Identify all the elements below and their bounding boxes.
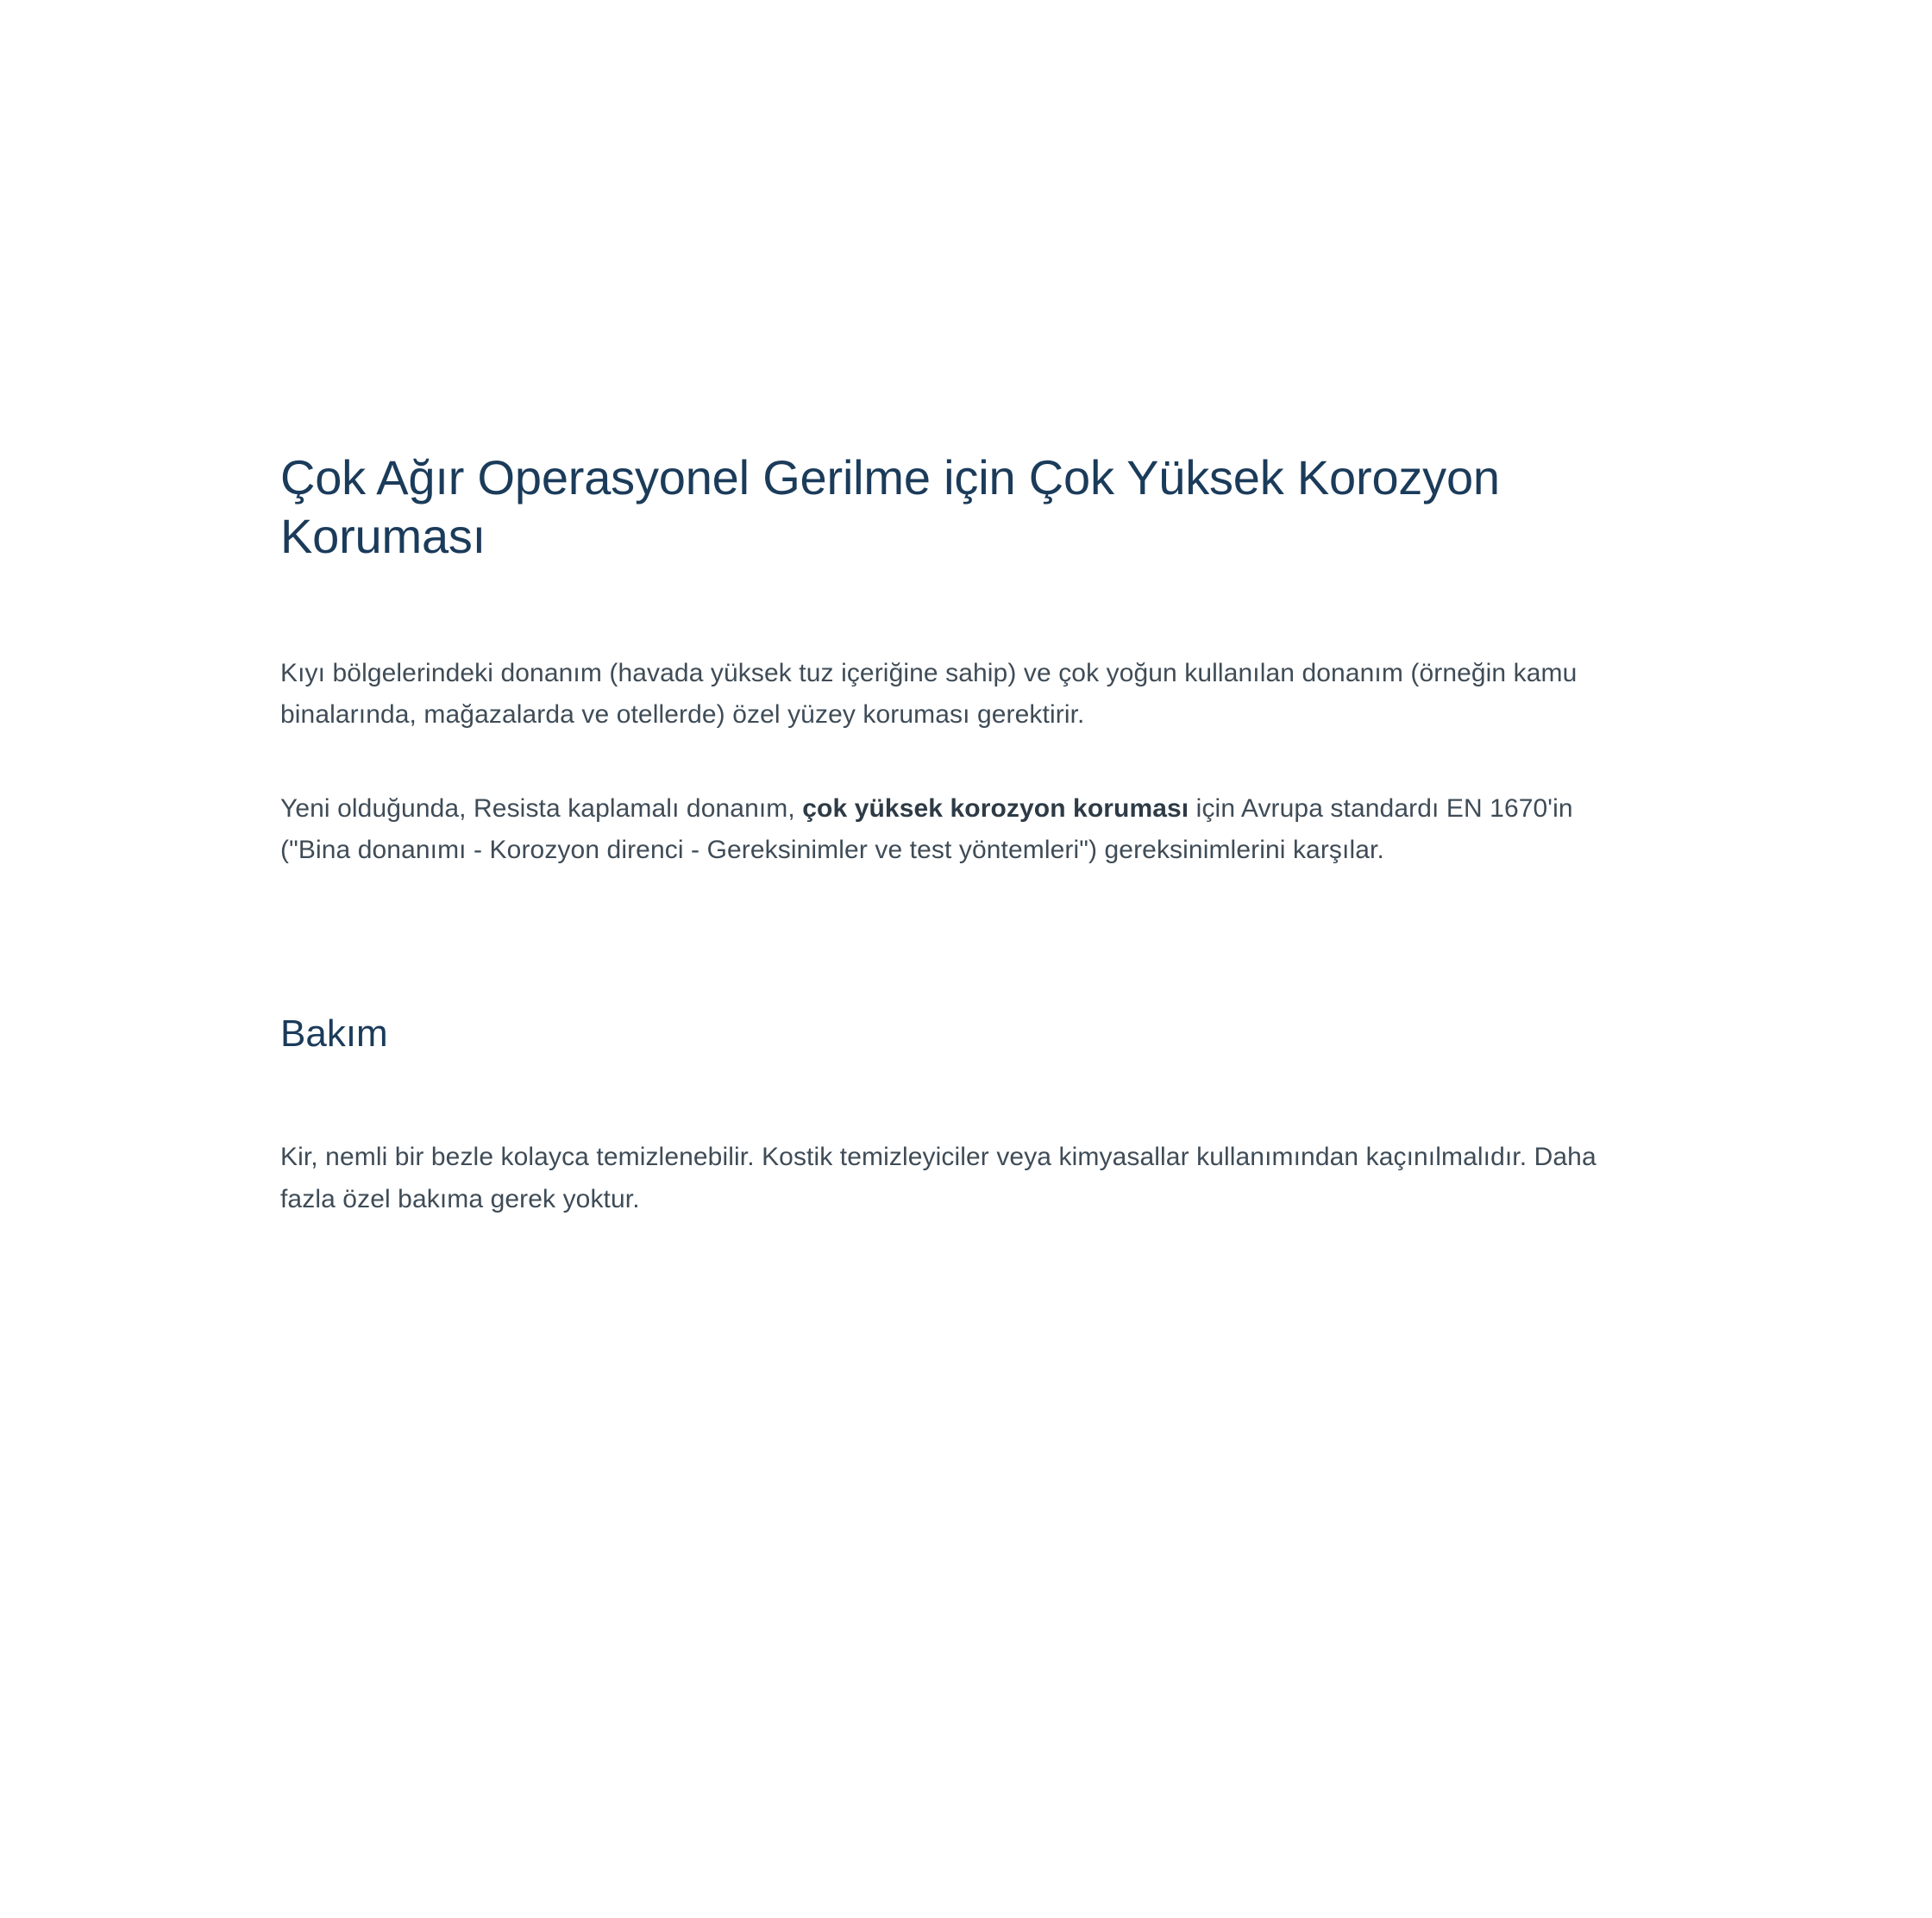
spacer-after-title [280, 567, 1643, 653]
page-title: Çok Ağır Operasyonel Gerilme için Çok Yüksek Korozyon Koruması [280, 450, 1500, 564]
spacer-after-heading [280, 1057, 1643, 1137]
paragraph-text-before-bold: Yeni olduğunda, Resista kaplamalı donanım, [280, 793, 803, 823]
intro-paragraph: Kıyı bölgelerindeki donanım (havada yüksek tuz içeriğine sahip) ve çok yoğun kullanılan donanım (örneğin kamu binalarında, mağazalarda ve otellerde) özel yüzey koruması gerektirir. [280, 658, 1578, 730]
maintenance-paragraph: Kir, nemli bir bezle kolayca temizlenebilir. Kostik temizleyiciler veya kimyasallar kullanımından kaçınılmalıdır. Daha fazla özel bakıma gerek yoktur. [280, 1143, 1596, 1213]
paragraph-bold-phrase: çok yüksek korozyon koruması [802, 793, 1189, 823]
spacer-between-paragraphs [280, 736, 1643, 788]
spacer-before-section [280, 872, 1643, 1010]
document-content [280, 448, 1643, 1220]
section-heading-maintenance: Bakım [280, 1012, 388, 1055]
corrosion-standard-paragraph [280, 788, 1626, 872]
paragraph-text-after-bold: için Avrupa standardı EN 1670'in ("Bina donanımı - Korozyon direnci - Gereksinimler ve test yöntemleri") gereksinimlerini karşılar. [280, 793, 1573, 865]
